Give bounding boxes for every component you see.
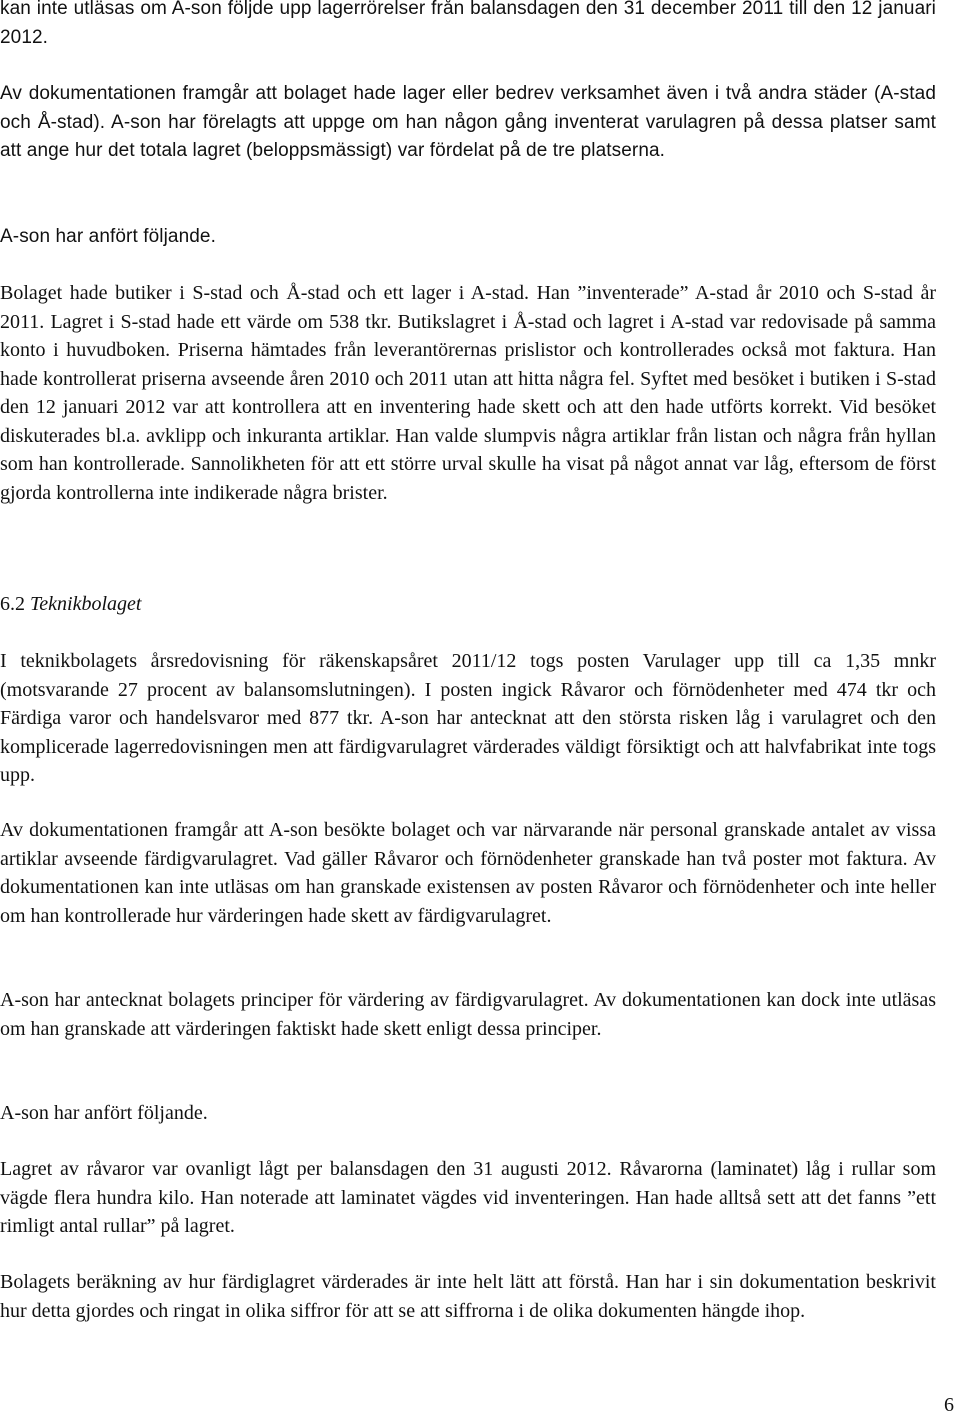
section-heading bbox=[0, 590, 936, 619]
paragraph-statement-intro-2: A-son har anfört följande. bbox=[0, 1102, 208, 1124]
page-number: 6 bbox=[944, 1394, 954, 1416]
paragraph-annual-report: I teknikbolagets årsredovisning för räkenskapsåret 2011/12 togs posten Varulager upp till ca 1,35 mnkr (motsvarande 27 procent av balansomslutningen). I posten ingick Råvaror och förnödenheter med 474 tkr och Färdiga varor och handelsvaror med 877 tkr. A-son har antecknat att den största risken låg i varulagret och den komplicerade lagerredovisningen men att färdigvarulagret värderades väldigt försiktigt och att halvfabrikat inte togs upp. bbox=[0, 650, 936, 786]
paragraph-statement-3: Bolagets beräkning av hur färdiglagret värderades är inte helt lätt att förstå. Han har i sin dokumentation beskrivit hur detta gjordes och ringat in olika siffror för att se att siffrorna i de olika dokumenten hängde ihop. bbox=[0, 1271, 936, 1322]
paragraph-statement-2: Lagret av råvaror var ovanligt lågt per balansdagen den 31 augusti 2012. Råvarorna (laminatet) låg i rullar som vägde flera hundra kilo. Han noterade att laminatet vägdes vid inventeringen. Han hade alltså sett att det fanns ”ett rimligt antal rullar” på lagret. bbox=[0, 1158, 936, 1237]
section-title: Teknikbolaget bbox=[30, 593, 142, 615]
paragraph-statement-1: Bolaget hade butiker i S-stad och Å-stad och ett lager i A-stad. Han ”inventerade” A-stad år 2010 och S-stad år 2011. Lagret i S-stad hade ett värde om 538 tkr. Butikslagret i Å-stad och lagret i A-stad var redovisade på samma konto i huvudboken. Priserna hämtades från leverantörernas prislistor och kontrollerades också mot faktura. Han hade kontrollerat priserna avseende åren 2010 och 2011 utan att hitta några fel. Syftet med besöket i butiken i S-stad den 12 januari 2012 var att kontrollera att en inventering hade skett och att den hade utförts korrekt. Vid besöket diskuterades bl.a. avklipp och inkuranta artiklar. Han valde slumpvis några artiklar från listan och några från hyllan som han kontrollerade. Sannolikheten för att ett större urval skulle ha visat på något annat var låg, eftersom de först gjorda kontrollerna inte indikerade några brister. bbox=[0, 282, 936, 504]
paragraph-documentation: Av dokumentationen framgår att A-son besökte bolaget och var närvarande när personal granskade antalet av vissa artiklar avseende färdigvarulagret. Vad gäller Råvaror och förnödenheter granskade han två poster mot faktura. Av dokumentationen kan inte utläsas om han granskade existensen av posten Råvaror och förnödenheter och inte heller om han kontrollerade hur värderingen hade skett av färdigvarulagret. bbox=[0, 819, 936, 927]
paragraph-other-cities: Av dokumentationen framgår att bolaget hade lager eller bedrev verksamhet även i två andra städer (A-stad och Å-stad). A-son har förelagts att uppge om han någon gång inventerat varulagren på dessa platser samt att ange hur det totala lagret (beloppsmässigt) var fördelat på de tre platserna. bbox=[0, 83, 936, 161]
paragraph-statement-intro-1: A-son har anfört följande. bbox=[0, 226, 216, 247]
paragraph-intro-continuation: kan inte utläsas om A-son följde upp lagerrörelser från balansdagen den 31 december 2011 till den 12 januari 2012. bbox=[0, 0, 936, 48]
section-number: 6.2 bbox=[0, 593, 25, 615]
paragraph-valuation-principles: A-son har antecknat bolagets principer för värdering av färdigvarulagret. Av dokumentationen kan dock inte utläsas om han granskade att värderingen faktiskt hade skett enligt dessa principer. bbox=[0, 989, 936, 1040]
